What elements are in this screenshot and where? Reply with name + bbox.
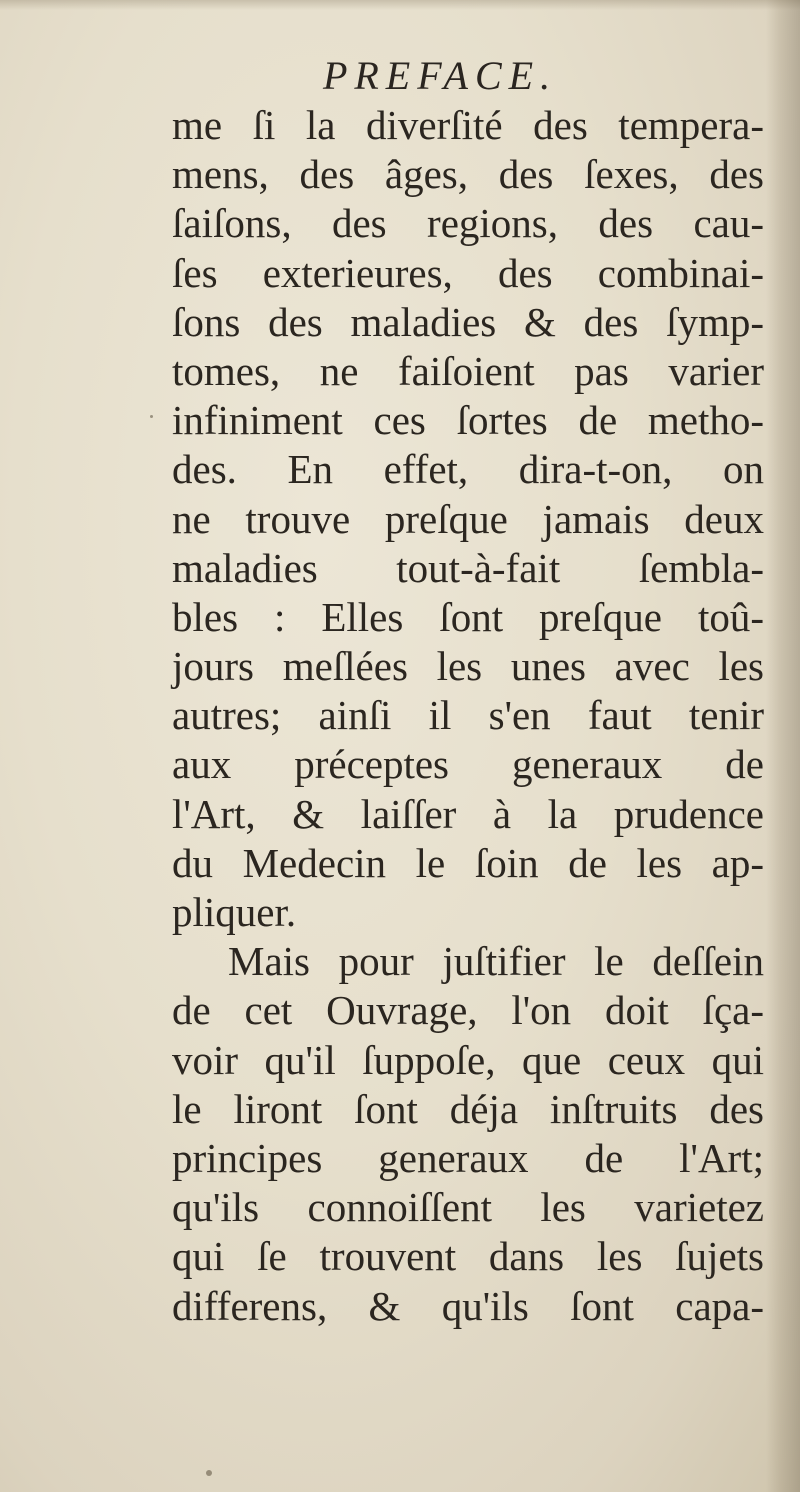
text-line: qui ſe trouvent dans les ſujets [172, 1233, 764, 1280]
paragraph-2 [172, 937, 764, 1331]
text-line: de cet Ouvrage, l'on doit ſça- [172, 987, 764, 1034]
text-line: ſaiſons, des regions, des cau- [172, 200, 764, 247]
text-line: bles : Elles ſont preſque toû- [172, 593, 764, 640]
text-line: ſes exterieures, des combinai- [172, 249, 764, 296]
text-line: pliquer. [172, 889, 297, 935]
text-line: principes generaux de l'Art; [172, 1134, 764, 1181]
text-line: mens, des âges, des ſexes, des [172, 151, 764, 198]
text-line: des. En effet, dira-t-on, on [172, 446, 764, 493]
text-line: infiniment ces ſortes de metho- [172, 397, 764, 444]
text-line: aux préceptes generaux de [172, 741, 764, 788]
text-line: le liront ſont déja inſtruits des [172, 1085, 764, 1132]
text-line: jours meſlées les unes avec les [172, 643, 764, 690]
text-line: tomes, ne faiſoient pas varier [172, 347, 764, 394]
text-line: autres; ainſi il s'en faut tenir [172, 692, 764, 739]
running-head-text: PREFACE. [322, 53, 558, 98]
paragraph-1 [172, 101, 764, 937]
text-line: voir qu'il ſuppoſe, que ceux qui [172, 1036, 764, 1083]
text-line: l'Art, & laiſſer à la prudence [172, 790, 764, 837]
ink-speck [206, 1470, 212, 1476]
text-line: Mais pour juſtifier le deſſein [228, 938, 764, 985]
page-top-shadow [0, 0, 800, 10]
text-line: ſons des maladies & des ſymp- [172, 298, 764, 345]
ink-speck [150, 415, 153, 418]
text-line: qu'ils connoiſſent les varietez [172, 1184, 764, 1231]
page-gutter-shadow [766, 0, 800, 1492]
body-text [172, 101, 764, 1331]
text-line: du Medecin le ſoin de les ap- [172, 839, 764, 886]
text-line: me ſi la diverſité des tempera- [172, 102, 764, 148]
text-line: ne trouve preſque jamais deux [172, 495, 764, 542]
running-head [0, 52, 800, 99]
text-line: maladies tout-à-fait ſembla- [172, 544, 764, 591]
text-line: differens, & qu'ils ſont capa- [172, 1282, 764, 1329]
